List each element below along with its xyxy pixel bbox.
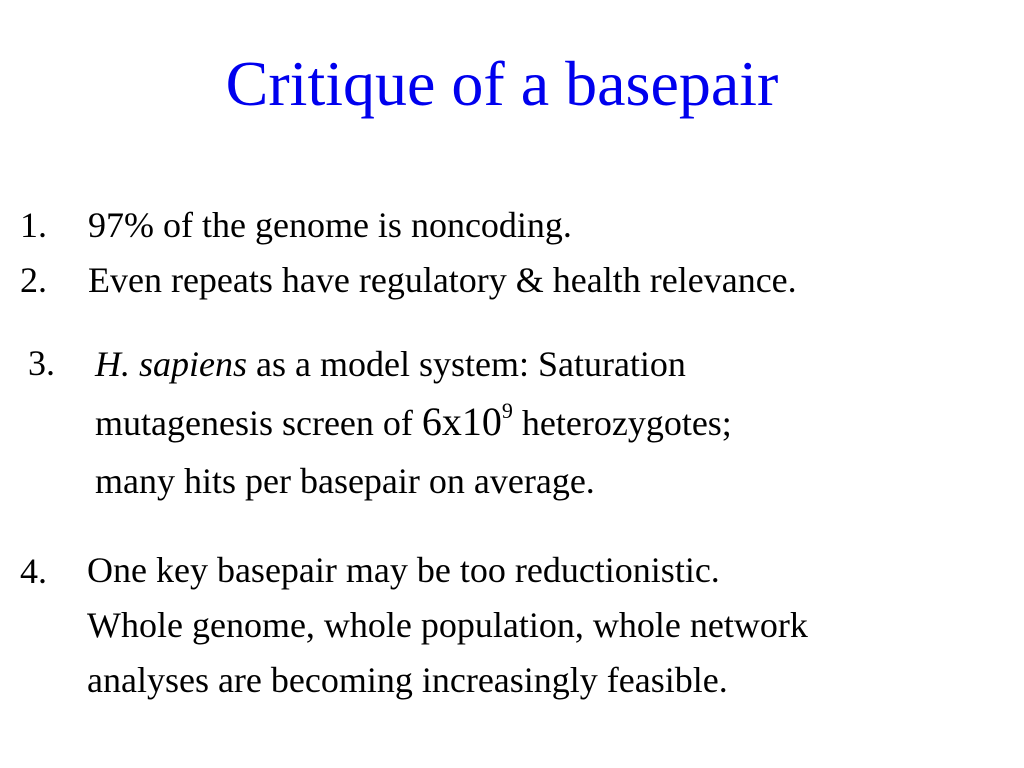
- emphasis-text: 97%: [88, 205, 154, 245]
- item-line-2: Whole genome, whole population, whole network: [87, 605, 808, 645]
- line-text: as a model system: Saturation: [247, 344, 686, 384]
- line-text: mutagenesis screen of: [95, 403, 422, 443]
- item-line-1: One key basepair may be too reductionistic.: [87, 550, 720, 590]
- item-text: of the genome is noncoding.: [163, 205, 572, 245]
- list-number: 3.: [28, 343, 55, 383]
- line-text: heterozygotes;: [512, 403, 732, 443]
- item-line-3: many hits per basepair on average.: [95, 461, 595, 501]
- count-exponent: 9: [501, 398, 513, 423]
- item-text: Even repeats have regulatory & health relevance.: [88, 260, 797, 300]
- item-line-3: analyses are becoming increasingly feasible.: [87, 660, 728, 700]
- slide-title: Critique of a basepair: [225, 48, 779, 119]
- count-base: 6x10: [421, 399, 502, 444]
- list-text: [88, 197, 572, 253]
- list-text: [95, 335, 732, 510]
- item-line-1: [95, 335, 732, 393]
- list-text: [87, 543, 808, 708]
- list-number: 1.: [20, 205, 47, 245]
- list-number: 2.: [20, 260, 47, 300]
- species-name: H. sapiens: [95, 344, 247, 384]
- item-line-2: [95, 393, 732, 452]
- list-number: 4.: [20, 551, 47, 591]
